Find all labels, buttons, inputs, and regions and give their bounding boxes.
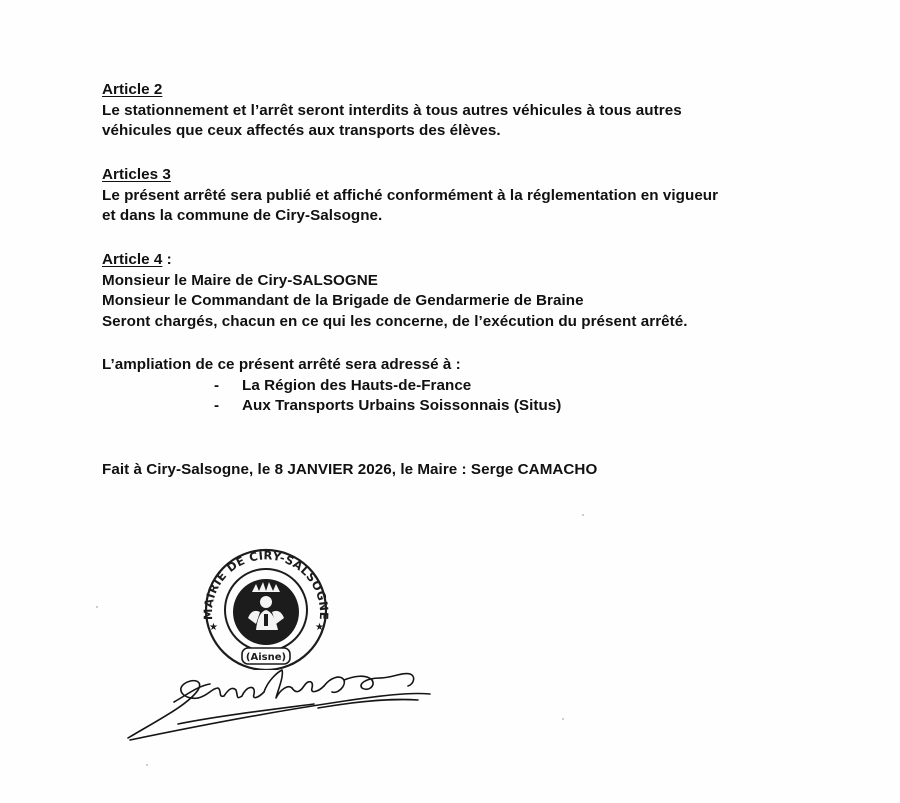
article-4-line-3: Seront chargés, chacun en ce qui les concerne, de l’exécution du présent arrêté. — [102, 312, 688, 330]
ampliation-section — [102, 355, 561, 417]
recipient-text: La Région des Hauts-de-France — [242, 376, 472, 394]
svg-text:MAIRIE DE CIRY-SALSOGNE: MAIRIE DE CIRY-SALSOGNE — [200, 548, 332, 621]
article-4-line-2: Monsieur le Commandant de la Brigade de Gendarmerie de Braine — [102, 292, 584, 309]
article-2-section — [102, 80, 682, 142]
article-2-heading: Article 2 — [102, 81, 163, 98]
mayor-signature — [118, 650, 438, 750]
article-4-heading-line — [102, 250, 688, 271]
bullet-dash: - — [214, 397, 220, 414]
ampliation-intro: L’ampliation de ce présent arrêté sera adressé à : — [102, 356, 461, 373]
scan-speck — [562, 718, 564, 720]
bullet-dash: - — [214, 376, 220, 394]
svg-text:★: ★ — [209, 622, 218, 633]
article-4-line-1: Monsieur le Maire de Ciry-SALSOGNE — [102, 271, 378, 289]
article-2-line-1: Le stationnement et l’arrêt seront interdits à tous autres véhicules à tous autres — [102, 101, 682, 119]
closing-line: Fait à Ciry-Salsogne, le 8 JANVIER 2026, le Maire : Serge CAMACHO — [102, 461, 598, 478]
svg-text:(Aisne): (Aisne) — [245, 652, 287, 663]
article-3-line-2: et dans la commune de Ciry-Salsogne. — [102, 207, 383, 224]
scan-speck — [582, 514, 584, 516]
scan-speck — [146, 764, 148, 766]
scan-speck — [96, 606, 98, 608]
article-4-heading: Article 4 — [102, 251, 163, 268]
recipient-item — [102, 396, 561, 417]
article-4-heading-suffix: : — [162, 251, 172, 268]
mairie-seal-stamp — [192, 530, 340, 670]
article-4-section — [102, 250, 688, 332]
closing-section — [102, 460, 597, 481]
recipient-text: Aux Transports Urbains Soissonnais (Situs) — [242, 397, 562, 414]
article-2-line-2: véhicules que ceux affectés aux transports des élèves. — [102, 122, 501, 139]
recipient-item — [102, 376, 561, 397]
article-3-line-1: Le présent arrêté sera publié et affiché conformément à la réglementation en vigueur — [102, 186, 719, 204]
svg-text:★: ★ — [315, 622, 324, 633]
article-3-heading: Articles 3 — [102, 166, 171, 183]
article-3-section — [102, 165, 718, 227]
